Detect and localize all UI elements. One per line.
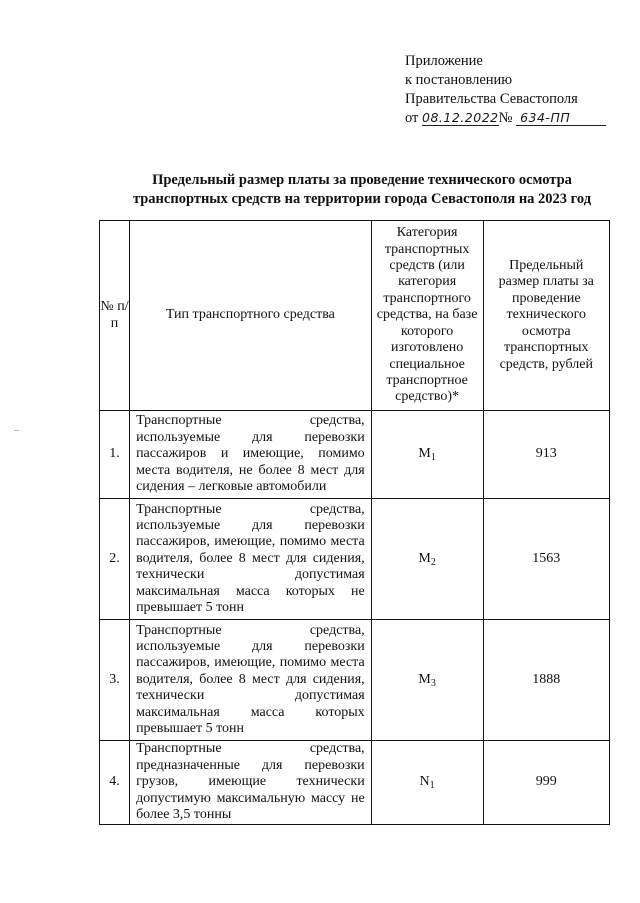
row-num: 3.: [100, 620, 130, 741]
appendix-government: Правительства Севастополя: [405, 91, 578, 107]
row-type: Транспортные средства, используемые для перевозки пассажиров, имеющие, помимо места водителя, более 8 мест для сидения, технически допустимая максимальная масса которых превышает 5 тонн: [130, 620, 372, 741]
row-category: [371, 620, 483, 741]
row-num: 4.: [100, 741, 130, 825]
row-fee: 1563: [483, 499, 609, 620]
category-index: 1: [430, 452, 436, 464]
row-type: Транспортные средства, используемые для перевозки пассажиров, имеющие, помимо места водителя, более 8 мест для сидения, технически допустимая максимальная масса которых не превышает 5 тонн: [130, 499, 372, 620]
margin-mark: [14, 430, 19, 431]
header-category: Категория транспортных средств (или категория транспортного средства, на базе которого изготовлено специальное транспортное средство)*: [371, 221, 483, 411]
header-type: Тип транспортного средства: [130, 221, 372, 411]
appendix-resolution-ref: к постановлению: [405, 72, 513, 88]
table-row: [100, 499, 610, 620]
table-row: [100, 411, 610, 499]
category-index: 2: [430, 556, 436, 568]
handwritten-number: 634-ПП: [516, 111, 606, 126]
category-letter: M: [418, 671, 431, 687]
row-category: [371, 411, 483, 499]
title-line-1: Предельный размер платы за проведение технического осмотра: [152, 172, 572, 188]
table-row: [100, 620, 610, 741]
category-letter: N: [419, 774, 430, 790]
row-fee: 1888: [483, 620, 609, 741]
row-category: [371, 741, 483, 825]
row-num: 2.: [100, 499, 130, 620]
header-fee: Предельный размер платы за проведение технического осмотра транспортных средств, рублей: [483, 221, 609, 411]
row-fee: 913: [483, 411, 609, 499]
header-num: № п/п: [100, 221, 130, 411]
from-label: от: [405, 110, 419, 126]
category-letter: M: [418, 550, 431, 566]
row-type: Транспортные средства, предназначенные для перевозки грузов, имеющие технически допустимую максимальную массу не более 3,5 тонны: [130, 741, 372, 825]
row-num: 1.: [100, 411, 130, 499]
appendix-block: [405, 52, 606, 128]
appendix-title: Приложение: [405, 53, 483, 69]
fee-table: [99, 220, 610, 825]
category-letter: M: [418, 446, 431, 462]
row-fee: 999: [483, 741, 609, 825]
row-category: [371, 499, 483, 620]
category-index: 3: [430, 677, 436, 689]
document-title: [112, 171, 612, 209]
category-index: 1: [429, 780, 435, 792]
number-label: №: [498, 110, 513, 126]
handwritten-date: 08.12.2022: [422, 110, 499, 125]
table-header-row: [100, 221, 610, 411]
table-row: [100, 741, 610, 825]
appendix-date-number: [405, 109, 606, 128]
title-line-2: транспортных средств на территории города Севастополя на 2023 год: [132, 191, 592, 207]
row-type: Транспортные средства, используемые для перевозки пассажиров и имеющие, помимо места водителя, не более 8 мест для сидения – легковые автомобили: [130, 411, 372, 499]
